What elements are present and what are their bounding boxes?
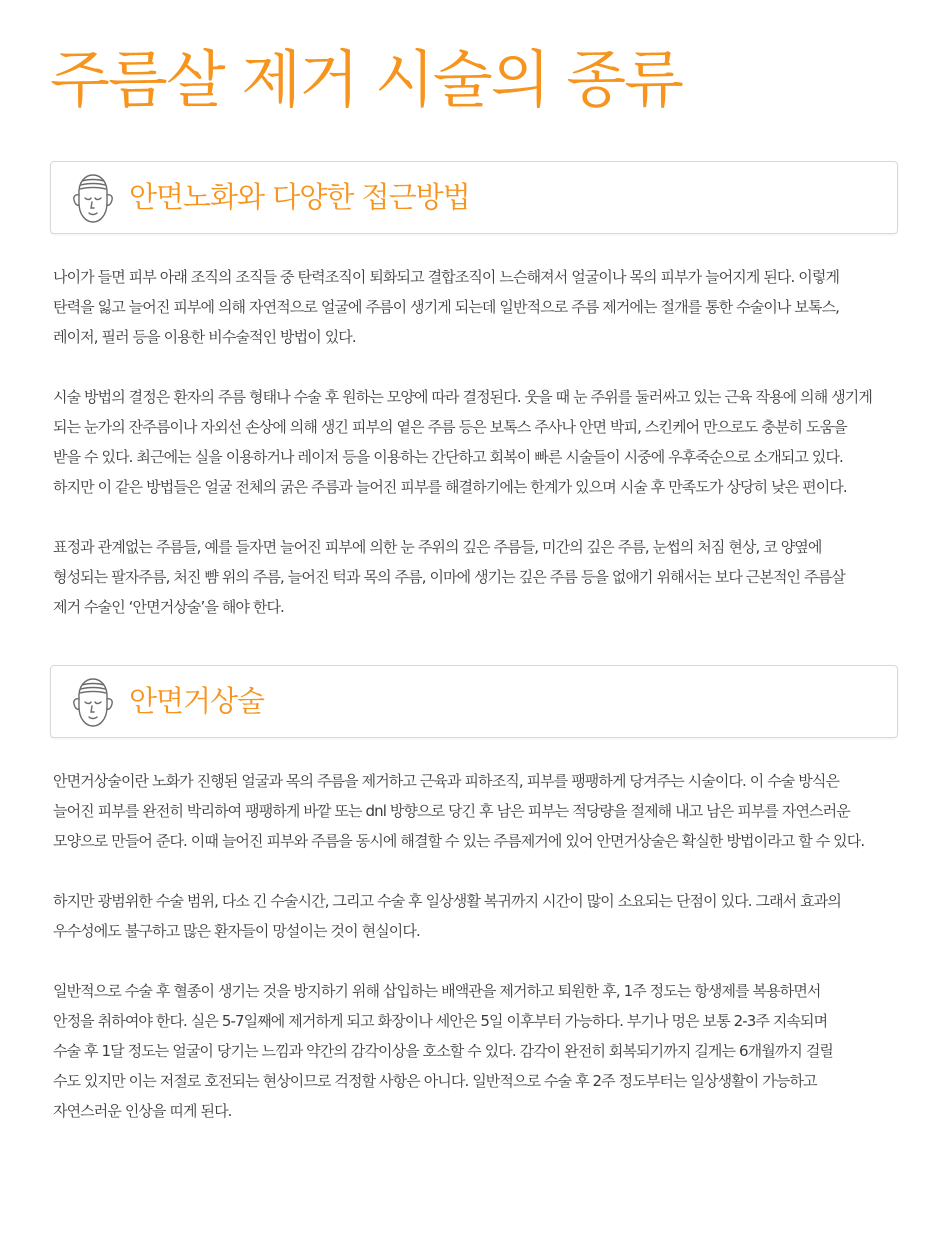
paragraph-line: 탄력을 잃고 늘어진 피부에 의해 자연적으로 얼굴에 주름이 생기게 되는데 일반적으로 주름 제거에는 절개를 통한 수술이나 보톡스, bbox=[53, 298, 840, 316]
paragraph-line: 안정을 취하여야 한다. 실은 5-7일째에 제거하게 되고 화장이나 세안은 5일 이후부터 가능하다. 부기나 멍은 보통 2-3주 지속되며 bbox=[53, 1012, 828, 1030]
paragraph-line: 모양으로 만들어 준다. 이때 늘어진 피부와 주름을 동시에 해결할 수 있는 주름제거에 있어 안면거상술은 확실한 방법이라고 할 수 있다. bbox=[53, 832, 865, 850]
paragraph-line: 되는 눈가의 잔주름이나 자외선 손상에 의해 생긴 피부의 옅은 주름 등은 보톡스 주사나 안면 박피, 스킨케어 만으로도 충분히 도움을 bbox=[53, 418, 847, 436]
paragraph-line: 나이가 들면 피부 아래 조직의 조직들 중 탄력조직이 퇴화되고 결합조직이 느슨해져서 얼굴이나 목의 피부가 늘어지게 된다. 이렇게 bbox=[53, 268, 840, 286]
paragraph-line: 늘어진 피부를 완전히 박리하여 팽팽하게 바깥 또는 dnl 방향으로 당긴 후 남은 피부는 적당량을 절제해 내고 남은 피부를 자연스러운 bbox=[53, 802, 850, 820]
page-title: 주름살 제거 시술의 종류 bbox=[50, 43, 683, 116]
paragraph-line: 레이저, 필러 등을 이용한 비수술적인 방법이 있다. bbox=[53, 328, 356, 346]
paragraph-line: 형성되는 팔자주름, 처진 뺨 위의 주름, 늘어진 턱과 목의 주름, 이마에 생기는 깊은 주름 등을 없애기 위해서는 보다 근본적인 주름살 bbox=[53, 568, 845, 586]
paragraph-aging-1 bbox=[53, 262, 903, 352]
paragraph-line: 안면거상술이란 노화가 진행된 얼굴과 목의 주름을 제거하고 근육과 피하조직, 피부를 팽팽하게 당겨주는 시술이다. 이 수술 방식은 bbox=[53, 772, 840, 790]
paragraph-line: 제거 수술인 ‘안면거상술’을 해야 한다. bbox=[53, 598, 284, 616]
paragraph-line: 수도 있지만 이는 저절로 호전되는 현상이므로 걱정할 사항은 아니다. 일반적으로 수술 후 2주 정도부터는 일상생활이 가능하고 bbox=[53, 1072, 817, 1090]
paragraph-facelift-2 bbox=[53, 886, 903, 946]
paragraph-line: 하지만 이 같은 방법들은 얼굴 전체의 굵은 주름과 늘어진 피부를 해결하기에는 한계가 있으며 시술 후 만족도가 상당히 낮은 편이다. bbox=[53, 478, 847, 496]
paragraph-line: 수술 후 1달 정도는 얼굴이 당기는 느낌과 약간의 감각이상을 호소할 수 있다. 감각이 완전히 회복되기까지 길게는 6개월까지 걸릴 bbox=[53, 1042, 834, 1060]
section-title-facelift: 안면거상술 bbox=[129, 684, 265, 718]
paragraph-line: 표정과 관계없는 주름들, 예를 들자면 늘어진 피부에 의한 눈 주위의 깊은 주름들, 미간의 깊은 주름, 눈썹의 처짐 현상, 코 양옆에 bbox=[53, 538, 822, 556]
section-header-aging bbox=[50, 161, 898, 234]
paragraph-line: 우수성에도 불구하고 많은 환자들이 망설이는 것이 현실이다. bbox=[53, 922, 420, 940]
paragraph-line: 시술 방법의 결정은 환자의 주름 형태나 수술 후 원하는 모양에 따라 결정된다. 웃을 때 눈 주위를 둘러싸고 있는 근육 작용에 의해 생기게 bbox=[53, 388, 872, 406]
paragraph-line: 받을 수 있다. 최근에는 실을 이용하거나 레이저 등을 이용하는 간단하고 회복이 빠른 시술들이 시중에 우후죽순으로 소개되고 있다. bbox=[53, 448, 843, 466]
paragraph-aging-2 bbox=[53, 382, 903, 502]
paragraph-line: 일반적으로 수술 후 혈종이 생기는 것을 방지하기 위해 삽입하는 배액관을 제거하고 퇴원한 후, 1주 정도는 항생제를 복용하면서 bbox=[53, 982, 821, 1000]
section-header-facelift bbox=[50, 665, 898, 738]
face-icon bbox=[68, 173, 118, 225]
paragraph-line: 하지만 광범위한 수술 범위, 다소 긴 수술시간, 그리고 수술 후 일상생활 복귀까지 시간이 많이 소요되는 단점이 있다. 그래서 효과의 bbox=[53, 892, 841, 910]
paragraph-facelift-3 bbox=[53, 976, 903, 1126]
face-icon bbox=[68, 677, 118, 729]
paragraph-line: 자연스러운 인상을 띠게 된다. bbox=[53, 1102, 232, 1120]
section-title-aging: 안면노화와 다양한 접근방법 bbox=[129, 180, 470, 214]
paragraph-aging-3 bbox=[53, 532, 903, 622]
paragraph-facelift-1 bbox=[53, 766, 903, 856]
